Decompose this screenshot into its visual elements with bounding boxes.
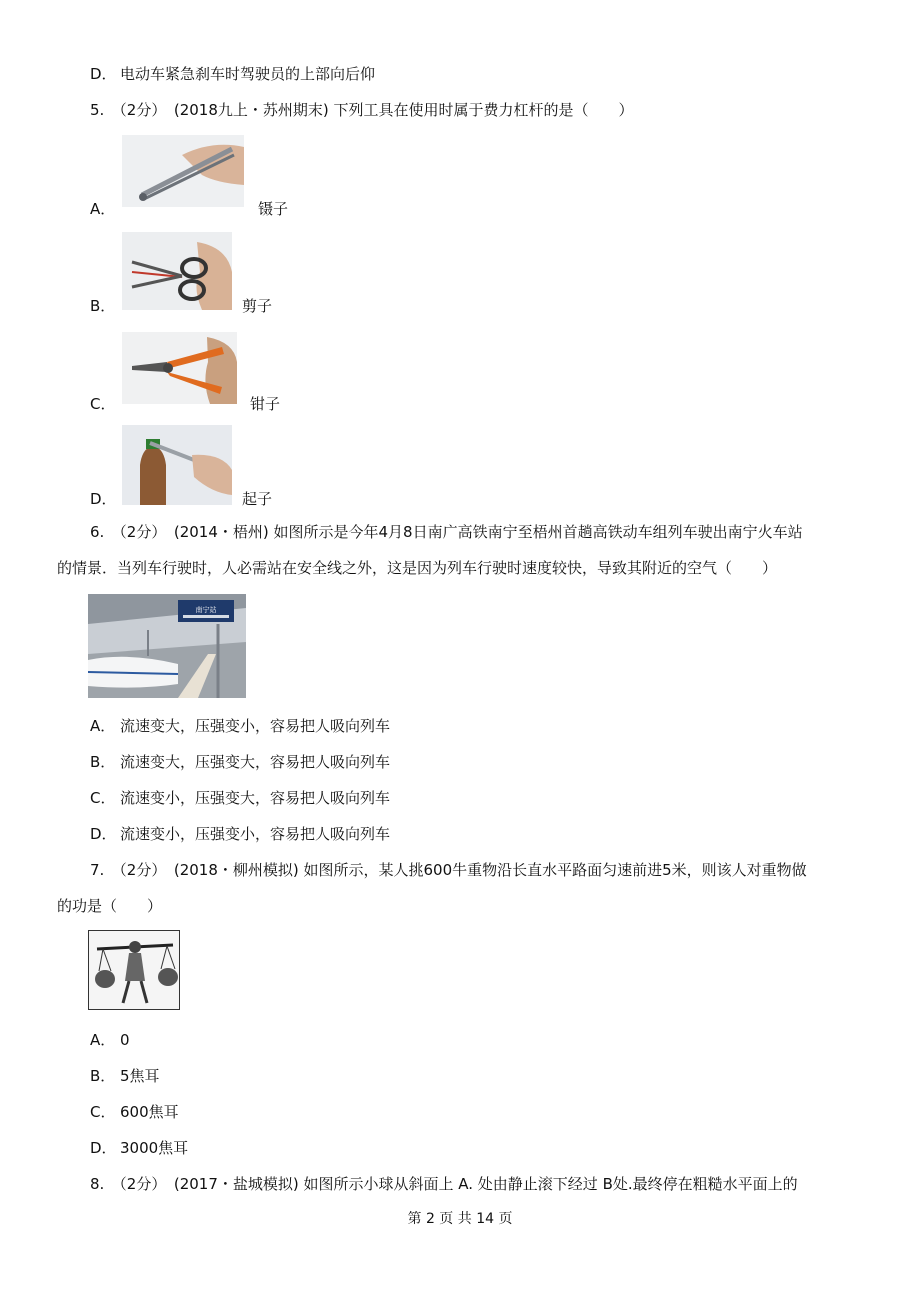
q5-option-b (90, 296, 115, 316)
option-letter: D． (90, 65, 117, 83)
station-sign: 南宁站 (195, 606, 217, 614)
q5-option-d (90, 489, 117, 509)
q6-stem-line1: 6. （2分） (2014・梧州) 如图所示是今年4月8日南广高铁南宁至梧州首趟高铁动车组列车驶出南宁火车站 (90, 523, 803, 541)
q5-stem: 5. （2分） (2018九上・苏州期末) 下列工具在使用时属于费力杠杆的是（ ） (90, 101, 634, 119)
q5-option-c-label: 钳子 (250, 395, 281, 413)
option-letter: C． (90, 789, 116, 807)
pliers-image (122, 332, 237, 404)
q7-option-d (90, 1138, 188, 1158)
q7-stem-line1: 7. （2分） (2018・柳州模拟) 如图所示，某人挑600牛重物沿长直水平路面匀速前进5米，则该人对重物做 (90, 861, 807, 879)
option-text: 流速变小，压强变小，容易把人吸向列车 (120, 825, 391, 843)
option-text: 流速变大，压强变大，容易把人吸向列车 (120, 753, 391, 771)
option-text: 600焦耳 (120, 1103, 179, 1121)
tweezers-image (122, 135, 244, 207)
q6-option-c (90, 788, 390, 808)
option-text: 5焦耳 (120, 1067, 160, 1085)
porter-carrying-load-image (88, 930, 180, 1010)
option-text: 电动车紧急刹车时驾驶员的上部向后仰 (120, 65, 376, 83)
q7-option-b (90, 1066, 160, 1086)
q6-option-d (90, 824, 390, 844)
train-station-image (88, 594, 246, 698)
option-letter: B． (90, 753, 116, 771)
q6-option-b (90, 752, 390, 772)
q6-stem-line2: 的情景．当列车行驶时，人必需站在安全线之外，这是因为列车行驶时速度较快，导致其附近的空气（ ） (57, 559, 778, 577)
option-text: 流速变大，压强变小，容易把人吸向列车 (120, 717, 391, 735)
q5-option-a-label: 镊子 (258, 200, 289, 218)
q5-option-d-label: 起子 (242, 490, 273, 508)
q5-option-b-label: 剪子 (242, 297, 273, 315)
option-letter: D． (90, 825, 117, 843)
option-letter: B． (90, 1067, 116, 1085)
q6-option-a (90, 716, 390, 736)
option-letter: C． (90, 1103, 116, 1121)
option-text: 0 (120, 1031, 130, 1049)
option-letter: A． (90, 200, 116, 218)
option-letter: D． (90, 490, 117, 508)
q7-option-c (90, 1102, 179, 1122)
q7-option-a (90, 1030, 130, 1050)
option-text: 3000焦耳 (120, 1139, 189, 1157)
q7-stem-line2: 的功是（ ） (57, 897, 163, 915)
option-letter: C． (90, 395, 116, 413)
option-letter: D． (90, 1139, 117, 1157)
bottle-opener-image (122, 425, 232, 505)
q5-option-c (90, 394, 115, 414)
q8-stem-line1: 8. （2分） (2017・盐城模拟) 如图所示小球从斜面上 A. 处由静止滚下经过 B处.最终停在粗糙水平面上的 (90, 1175, 798, 1193)
q4-option-d (90, 64, 375, 84)
page-footer: 第 2 页 共 14 页 (407, 1211, 513, 1227)
option-letter: B． (90, 297, 116, 315)
option-text: 流速变小，压强变大，容易把人吸向列车 (120, 789, 391, 807)
option-letter: A． (90, 717, 116, 735)
scissors-image (122, 232, 232, 310)
q5-option-a (90, 199, 115, 219)
option-letter: A． (90, 1031, 116, 1049)
